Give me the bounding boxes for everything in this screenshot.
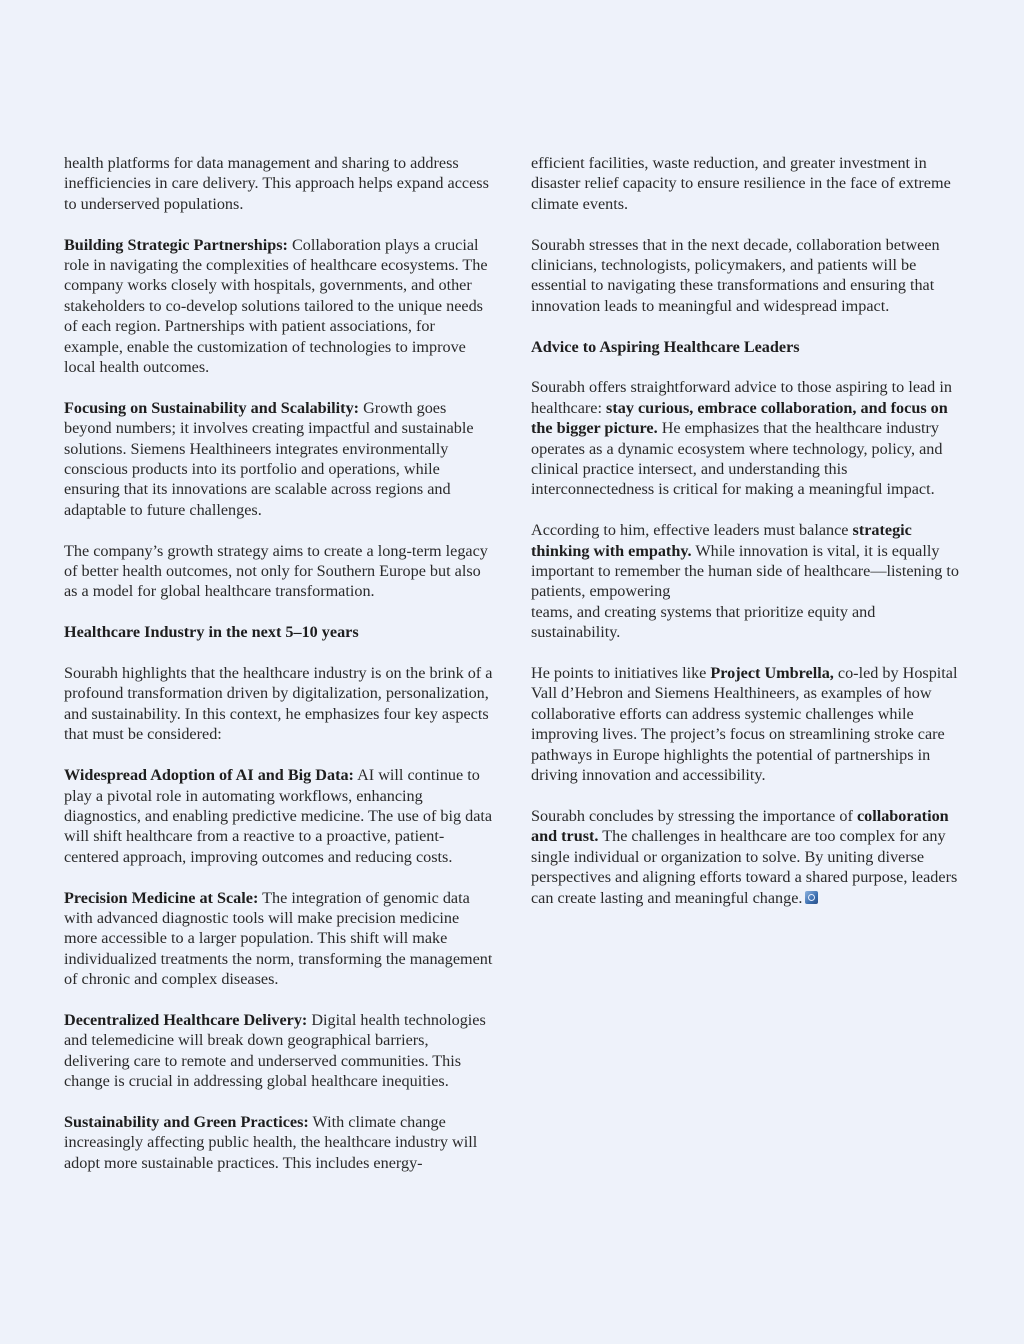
heading-green-practices: Sustainability and Green Practices: bbox=[64, 1112, 309, 1131]
left-column bbox=[64, 153, 496, 1194]
paragraph-collaboration-decade: Sourabh stresses that in the next decade, collaboration between clinicians, technologists, policymakers, and patients will be essential to navigating these transformations and ensuring that innovation leads to meaningful and widespread impact. bbox=[531, 235, 940, 315]
heading-decentralized: Decentralized Healthcare Delivery: bbox=[64, 1010, 308, 1029]
globe-icon bbox=[805, 891, 818, 904]
paragraph-empathy: According to him, effective leaders must balance strategic thinking with empathy. While innovation is vital, it is equally important to remember the human side of healthcare—listening to patients, empowering teams, and creating systems that prioritize equity and sustainability. bbox=[531, 521, 959, 642]
paragraph-decentralized: Decentralized Healthcare Delivery: Digital health technologies and telemedicine will break down geographical barriers, delivering care to remote and underserved communities. This change is crucial in addressing global healthcare inequities. bbox=[64, 1010, 486, 1091]
paragraph-advice: Sourabh offers straightforward advice to those aspiring to lead in healthcare: stay curious, embrace collaboration, and focus on the bigger picture. He emphasizes that the healthcare industry operates as a dynamic ecosystem where technology, policy, and clinical practice intersect, and understanding this interconnectedness is critical for making a meaningful impact. bbox=[531, 378, 952, 499]
paragraph-ai-big-data: Widespread Adoption of AI and Big Data: AI will continue to play a pivotal role in automating workflows, enhancing diagnostics, and enabling predictive medicine. The use of big data will shift healthcare from a reactive to a proactive, patient-centered approach, improving outcomes and reducing costs. bbox=[64, 766, 493, 866]
paragraph-platforms: health platforms for data management and sharing to address inefficiencies in care delivery. This approach helps expand access to underserved populations. bbox=[64, 154, 489, 213]
paragraph-project-umbrella: He points to initiatives like Project Umbrella, co-led by Hospital Vall d’Hebron and Siemens Healthineers, as examples of how collaborative efforts can address systemic challenges while improving lives. The project’s focus on streamlining stroke care pathways in Europe highlights the potential of partnerships in driving innovation and accessibility. bbox=[531, 664, 958, 785]
paragraph-sustainability-scalability: Focusing on Sustainability and Scalability: Growth goes beyond numbers; it involves creating impactful and sustainable solutions. Siemens Healthineers integrates environmentally conscious products into its portfolio and operations, while ensuring that its innovations are scalable across regions and adaptable to future challenges. bbox=[64, 398, 474, 519]
paragraph-precision-medicine: Precision Medicine at Scale: The integration of genomic data with advanced diagnostic tools will make precision medicine more accessible to a larger population. This shift will make individualized treatments the norm, transforming the management of chronic and complex diseases. bbox=[64, 888, 493, 989]
paragraph-efficient-facilities: efficient facilities, waste reduction, and greater investment in disaster relief capacity to ensure resilience in the face of extreme climate events. bbox=[531, 154, 951, 213]
heading-partnerships: Building Strategic Partnerships: bbox=[64, 235, 288, 254]
right-column bbox=[531, 153, 961, 928]
paragraph-partnerships: Building Strategic Partnerships: Collaboration plays a crucial role in navigating the complexities of healthcare ecosystems. The company works closely with hospitals, governments, and other stakeholders to co-develop solutions tailored to the unique needs of each region. Partnerships with patient associations, for example, enable the customization of technologies to improve local health outcomes. bbox=[64, 235, 488, 377]
heading-sustainability-scalability: Focusing on Sustainability and Scalability: bbox=[64, 398, 360, 417]
paragraph-growth-strategy: The company’s growth strategy aims to create a long-term legacy of better health outcomes, not only for Southern Europe but also as a model for global healthcare transformation. bbox=[64, 541, 488, 601]
paragraph-conclusion: Sourabh concludes by stressing the importance of collaboration and trust. The challenges in healthcare are too complex for any single individual or organization to solve. By uniting diverse perspectives and aligning efforts toward a shared purpose, leaders can create lasting and meaningful change. bbox=[531, 806, 958, 907]
heading-precision-medicine: Precision Medicine at Scale: bbox=[64, 888, 259, 907]
section-heading-advice: Advice to Aspiring Healthcare Leaders bbox=[531, 337, 800, 356]
section-heading-industry: Healthcare Industry in the next 5–10 years bbox=[64, 623, 359, 642]
paragraph-transformation: Sourabh highlights that the healthcare industry is on the brink of a profound transformation driven by digitalization, personalization, and sustainability. In this context, he emphasizes four key aspects that must be considered: bbox=[64, 664, 493, 744]
paragraph-green-practices: Sustainability and Green Practices: With climate change increasingly affecting public health, the healthcare industry will adopt more sustainable practices. This includes energy- bbox=[64, 1112, 478, 1172]
heading-ai-big-data: Widespread Adoption of AI and Big Data: bbox=[64, 766, 354, 785]
